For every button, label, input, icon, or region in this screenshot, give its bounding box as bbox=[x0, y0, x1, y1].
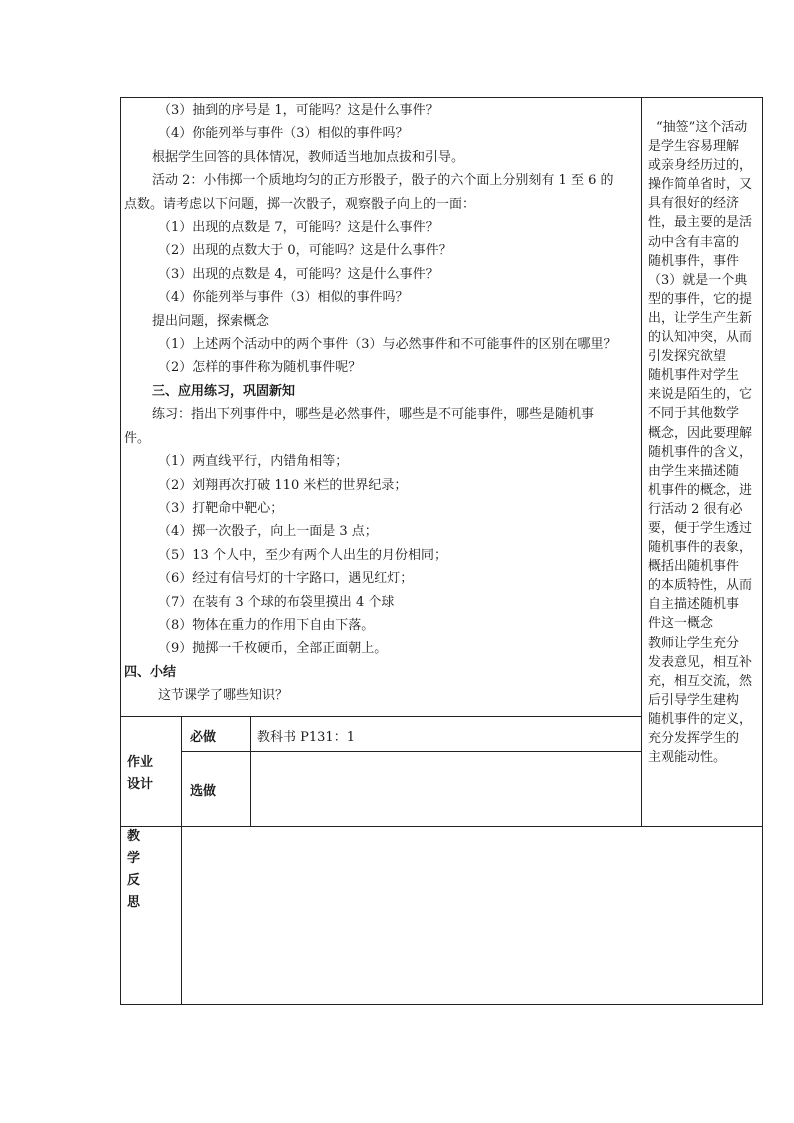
design-notes bbox=[648, 118, 760, 767]
question-line: （4）你能列举与事件（3）相似的事件吗？ bbox=[158, 290, 409, 306]
text-line: 提出问题，探索概念 bbox=[152, 313, 270, 329]
note-line: 主观能动性。 bbox=[648, 750, 727, 766]
required-value: 教科书 P131：1 bbox=[257, 730, 355, 745]
question-line: （3）出现的点数是 4，可能吗？这是什么事件？ bbox=[158, 266, 439, 282]
homework-type-divider bbox=[250, 716, 251, 826]
optional-label: 选做 bbox=[190, 784, 217, 799]
section-heading: 三、应用练习，巩固新知 bbox=[152, 383, 296, 399]
exercise-item: （3）打靶命中靶心； bbox=[158, 500, 284, 516]
exercise-item: （5）13 个人中，至少有两个人出生的月份相同； bbox=[158, 547, 447, 563]
note-line: 型的事件，它的提 bbox=[648, 291, 753, 307]
exercise-item: （6）经过有信号灯的十字路口，遇见红灯； bbox=[158, 571, 414, 587]
reflection-label-char: 学 bbox=[127, 851, 141, 866]
note-line: 行活动 2 很有必 bbox=[648, 501, 743, 517]
question-line: （1）出现的点数是 7，可能吗？这是什么事件？ bbox=[158, 220, 439, 236]
note-line: 后引导学生建构 bbox=[648, 692, 740, 708]
exercise-item: （8）物体在重力的作用下自由下落。 bbox=[158, 617, 375, 633]
note-line: 操作简单省时，又 bbox=[648, 177, 753, 193]
note-line: 随机事件的定义， bbox=[648, 711, 753, 727]
note-line: 要，便于学生透过 bbox=[648, 520, 753, 536]
note-line: 动中含有丰富的 bbox=[648, 234, 740, 250]
note-line: “抽签”这个活动 bbox=[656, 120, 748, 135]
note-line: 随机事件，事件 bbox=[648, 253, 740, 269]
note-line: 机事件的概念，进 bbox=[648, 482, 753, 498]
note-line: 随机事件的表象， bbox=[648, 540, 753, 556]
reflection-label-char: 思 bbox=[127, 895, 141, 910]
reflection-label bbox=[127, 826, 147, 914]
question-line: （1）上述两个活动中的两个事件（3）与必然事件和不可能事件的区别在哪里？ bbox=[158, 337, 617, 353]
homework-label-line: 作业 bbox=[127, 755, 154, 770]
note-line: 件这一概念 bbox=[648, 616, 714, 632]
required-label: 必做 bbox=[190, 730, 217, 745]
question-line: （2）出现的点数大于 0，可能吗？这是什么事件？ bbox=[158, 243, 452, 259]
side-column-divider bbox=[641, 97, 642, 827]
note-line: 充分发挥学生的 bbox=[648, 731, 740, 746]
homework-label-line: 设计 bbox=[127, 777, 154, 792]
activity-2-line: 活动 2：小伟掷一个质地均匀的正方形骰子，骰子的六个面上分别刻有 1 至 6 的 bbox=[152, 173, 614, 189]
text-line: 点数。请考虑以下问题，掷一次骰子，观察骰子向上的一面： bbox=[124, 196, 476, 212]
question-line: （2）怎样的事件称为随机事件呢？ bbox=[158, 360, 362, 376]
text-line: （3）抽到的序号是 1，可能吗？这是什么事件？ bbox=[158, 103, 439, 118]
reflection-top-rule bbox=[120, 826, 763, 827]
note-line: （3）就是一个典 bbox=[648, 272, 748, 288]
homework-label bbox=[127, 752, 153, 796]
note-line: 引发探究欲望 bbox=[648, 349, 727, 365]
text-line: 件。 bbox=[124, 430, 151, 446]
note-line: 随机事件对学生 bbox=[648, 368, 740, 384]
note-line: 随机事件的含义， bbox=[648, 444, 753, 460]
note-line: 来说是陌生的，它 bbox=[648, 387, 753, 403]
note-line: 概括出随机事件 bbox=[648, 559, 740, 575]
note-line: 的本质特性，从而 bbox=[648, 578, 753, 594]
homework-top-rule bbox=[120, 716, 642, 717]
note-line: 教师让学生充分 bbox=[648, 635, 740, 651]
note-line: 充，相互交流，然 bbox=[648, 673, 753, 689]
text-line: 根据学生回答的具体情况，教师适当地加点拔和引导。 bbox=[152, 149, 465, 165]
note-line: 发表意见，相互补 bbox=[648, 654, 753, 670]
note-line: 自主描述随机事 bbox=[648, 597, 740, 613]
exercise-item: （4）掷一次骰子，向上一面是 3 点； bbox=[158, 524, 378, 540]
reflection-label-char: 反 bbox=[127, 873, 141, 888]
exercise-item: （1）两直线平行，内错角相等； bbox=[158, 454, 349, 470]
note-line: 或亲身经历过的， bbox=[648, 158, 753, 174]
note-line: 不同于其他数学 bbox=[648, 406, 740, 422]
note-line: 是学生容易理解 bbox=[648, 139, 740, 155]
exercise-line: 练习：指出下列事件中，哪些是必然事件，哪些是不可能事件，哪些是随机事 bbox=[152, 407, 595, 423]
text-line: 这节课学了哪些知识？ bbox=[158, 688, 289, 704]
reflection-label-char: 教 bbox=[127, 829, 141, 844]
exercise-item: （2）刘翔再次打破 110 米栏的世界纪录； bbox=[158, 477, 408, 493]
note-line: 概念，因此要理解 bbox=[648, 425, 753, 441]
exercise-item: （7）在装有 3 个球的布袋里摸出 4 个球 bbox=[158, 594, 395, 610]
note-line: 出，让学生产生新 bbox=[648, 310, 753, 326]
note-line: 具有很好的经济 bbox=[648, 196, 740, 212]
note-line: 的认知冲突，从而 bbox=[648, 330, 753, 346]
label-column-divider bbox=[181, 716, 182, 1005]
note-line: 由学生来描述随 bbox=[648, 463, 740, 479]
section-heading: 四、小结 bbox=[124, 664, 177, 680]
main-content bbox=[124, 99, 640, 708]
exercise-item: （9）抛掷一千枚硬币，全部正面朝上。 bbox=[158, 641, 388, 657]
note-line: 性，最主要的是活 bbox=[648, 215, 753, 231]
text-line: （4）你能列举与事件（3）相似的事件吗？ bbox=[158, 126, 409, 142]
